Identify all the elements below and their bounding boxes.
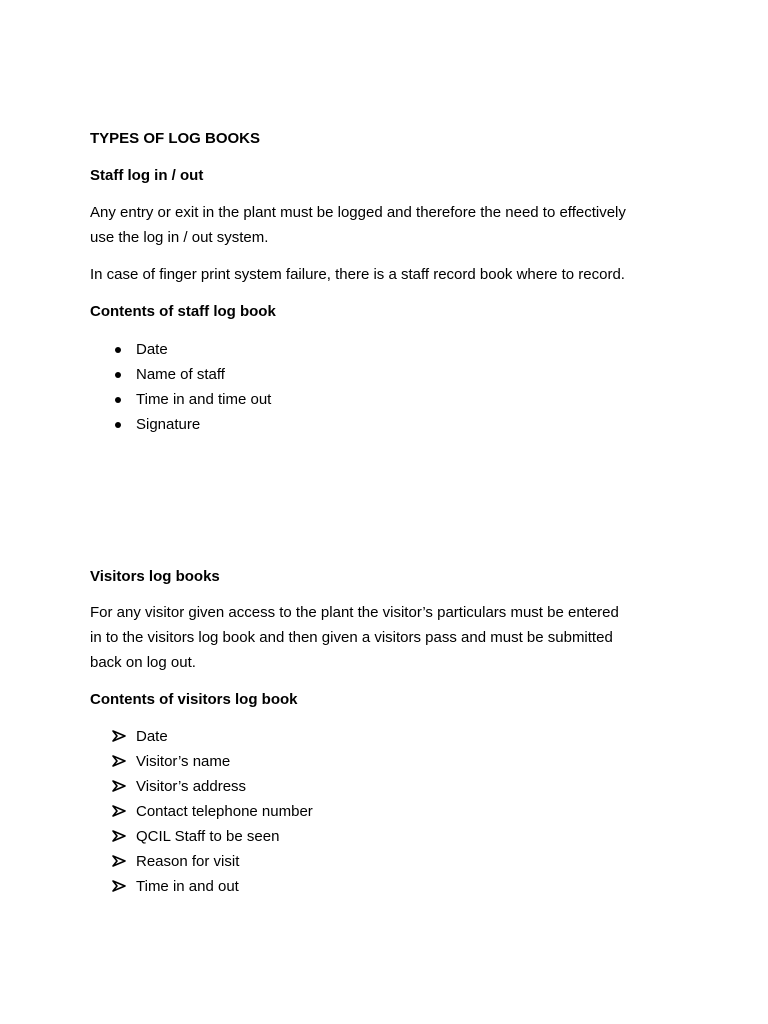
list-item [90, 799, 313, 824]
list-item [90, 849, 313, 874]
staff-paragraph-1-line-1: Any entry or exit in the plant must be logged and therefore the need to effectively [90, 204, 626, 221]
arrow-bullet-icon [112, 880, 126, 892]
staff-paragraph-1-line-2: use the log in / out system. [90, 229, 269, 246]
list-item [90, 774, 313, 799]
list-item-label: Visitor’s name [136, 753, 231, 770]
visitors-paragraph-line-2: in to the visitors log book and then given a visitors pass and must be submitted [90, 629, 613, 646]
arrow-bullet-icon [112, 855, 126, 867]
list-item [90, 824, 313, 849]
visitors-contents-title: Contents of visitors log book [90, 691, 298, 708]
list-item-label: Reason for visit [136, 853, 240, 870]
list-item [90, 337, 271, 362]
list-item-label: Contact telephone number [136, 803, 313, 820]
arrow-bullet-icon [112, 780, 126, 792]
arrow-bullet-icon [112, 730, 126, 742]
bullet-dot-icon [115, 372, 121, 378]
staff-paragraph-2: In case of finger print system failure, there is a staff record book where to record. [90, 266, 625, 283]
visitors-paragraph-line-1: For any visitor given access to the plant the visitor’s particulars must be entered [90, 604, 619, 621]
visitors-section-title: Visitors log books [90, 568, 220, 585]
list-item-label: Time in and out [136, 878, 239, 895]
arrow-bullet-icon [112, 830, 126, 842]
staff-contents-list [90, 337, 271, 437]
list-item [90, 362, 271, 387]
list-item-label: Time in and time out [136, 391, 272, 408]
list-item [90, 724, 313, 749]
list-item-label: Date [136, 341, 168, 358]
arrow-bullet-icon [112, 805, 126, 817]
list-item-label: Name of staff [136, 366, 225, 383]
list-item-label: Date [136, 728, 168, 745]
list-item [90, 874, 313, 899]
list-item-label: Visitor’s address [136, 778, 247, 795]
list-item-label: Signature [136, 416, 201, 433]
bullet-dot-icon [115, 397, 121, 403]
bullet-dot-icon [115, 347, 121, 353]
list-item-label: QCIL Staff to be seen [136, 828, 280, 845]
bullet-dot-icon [115, 422, 121, 428]
document-heading: TYPES OF LOG BOOKS [90, 130, 261, 147]
staff-contents-title: Contents of staff log book [90, 303, 276, 320]
visitors-paragraph-line-3: back on log out. [90, 654, 196, 671]
arrow-bullet-icon [112, 755, 126, 767]
visitors-contents-list [90, 724, 313, 899]
list-item [90, 749, 313, 774]
staff-section-title: Staff log in / out [90, 167, 204, 184]
list-item [90, 387, 271, 412]
list-item [90, 412, 271, 437]
